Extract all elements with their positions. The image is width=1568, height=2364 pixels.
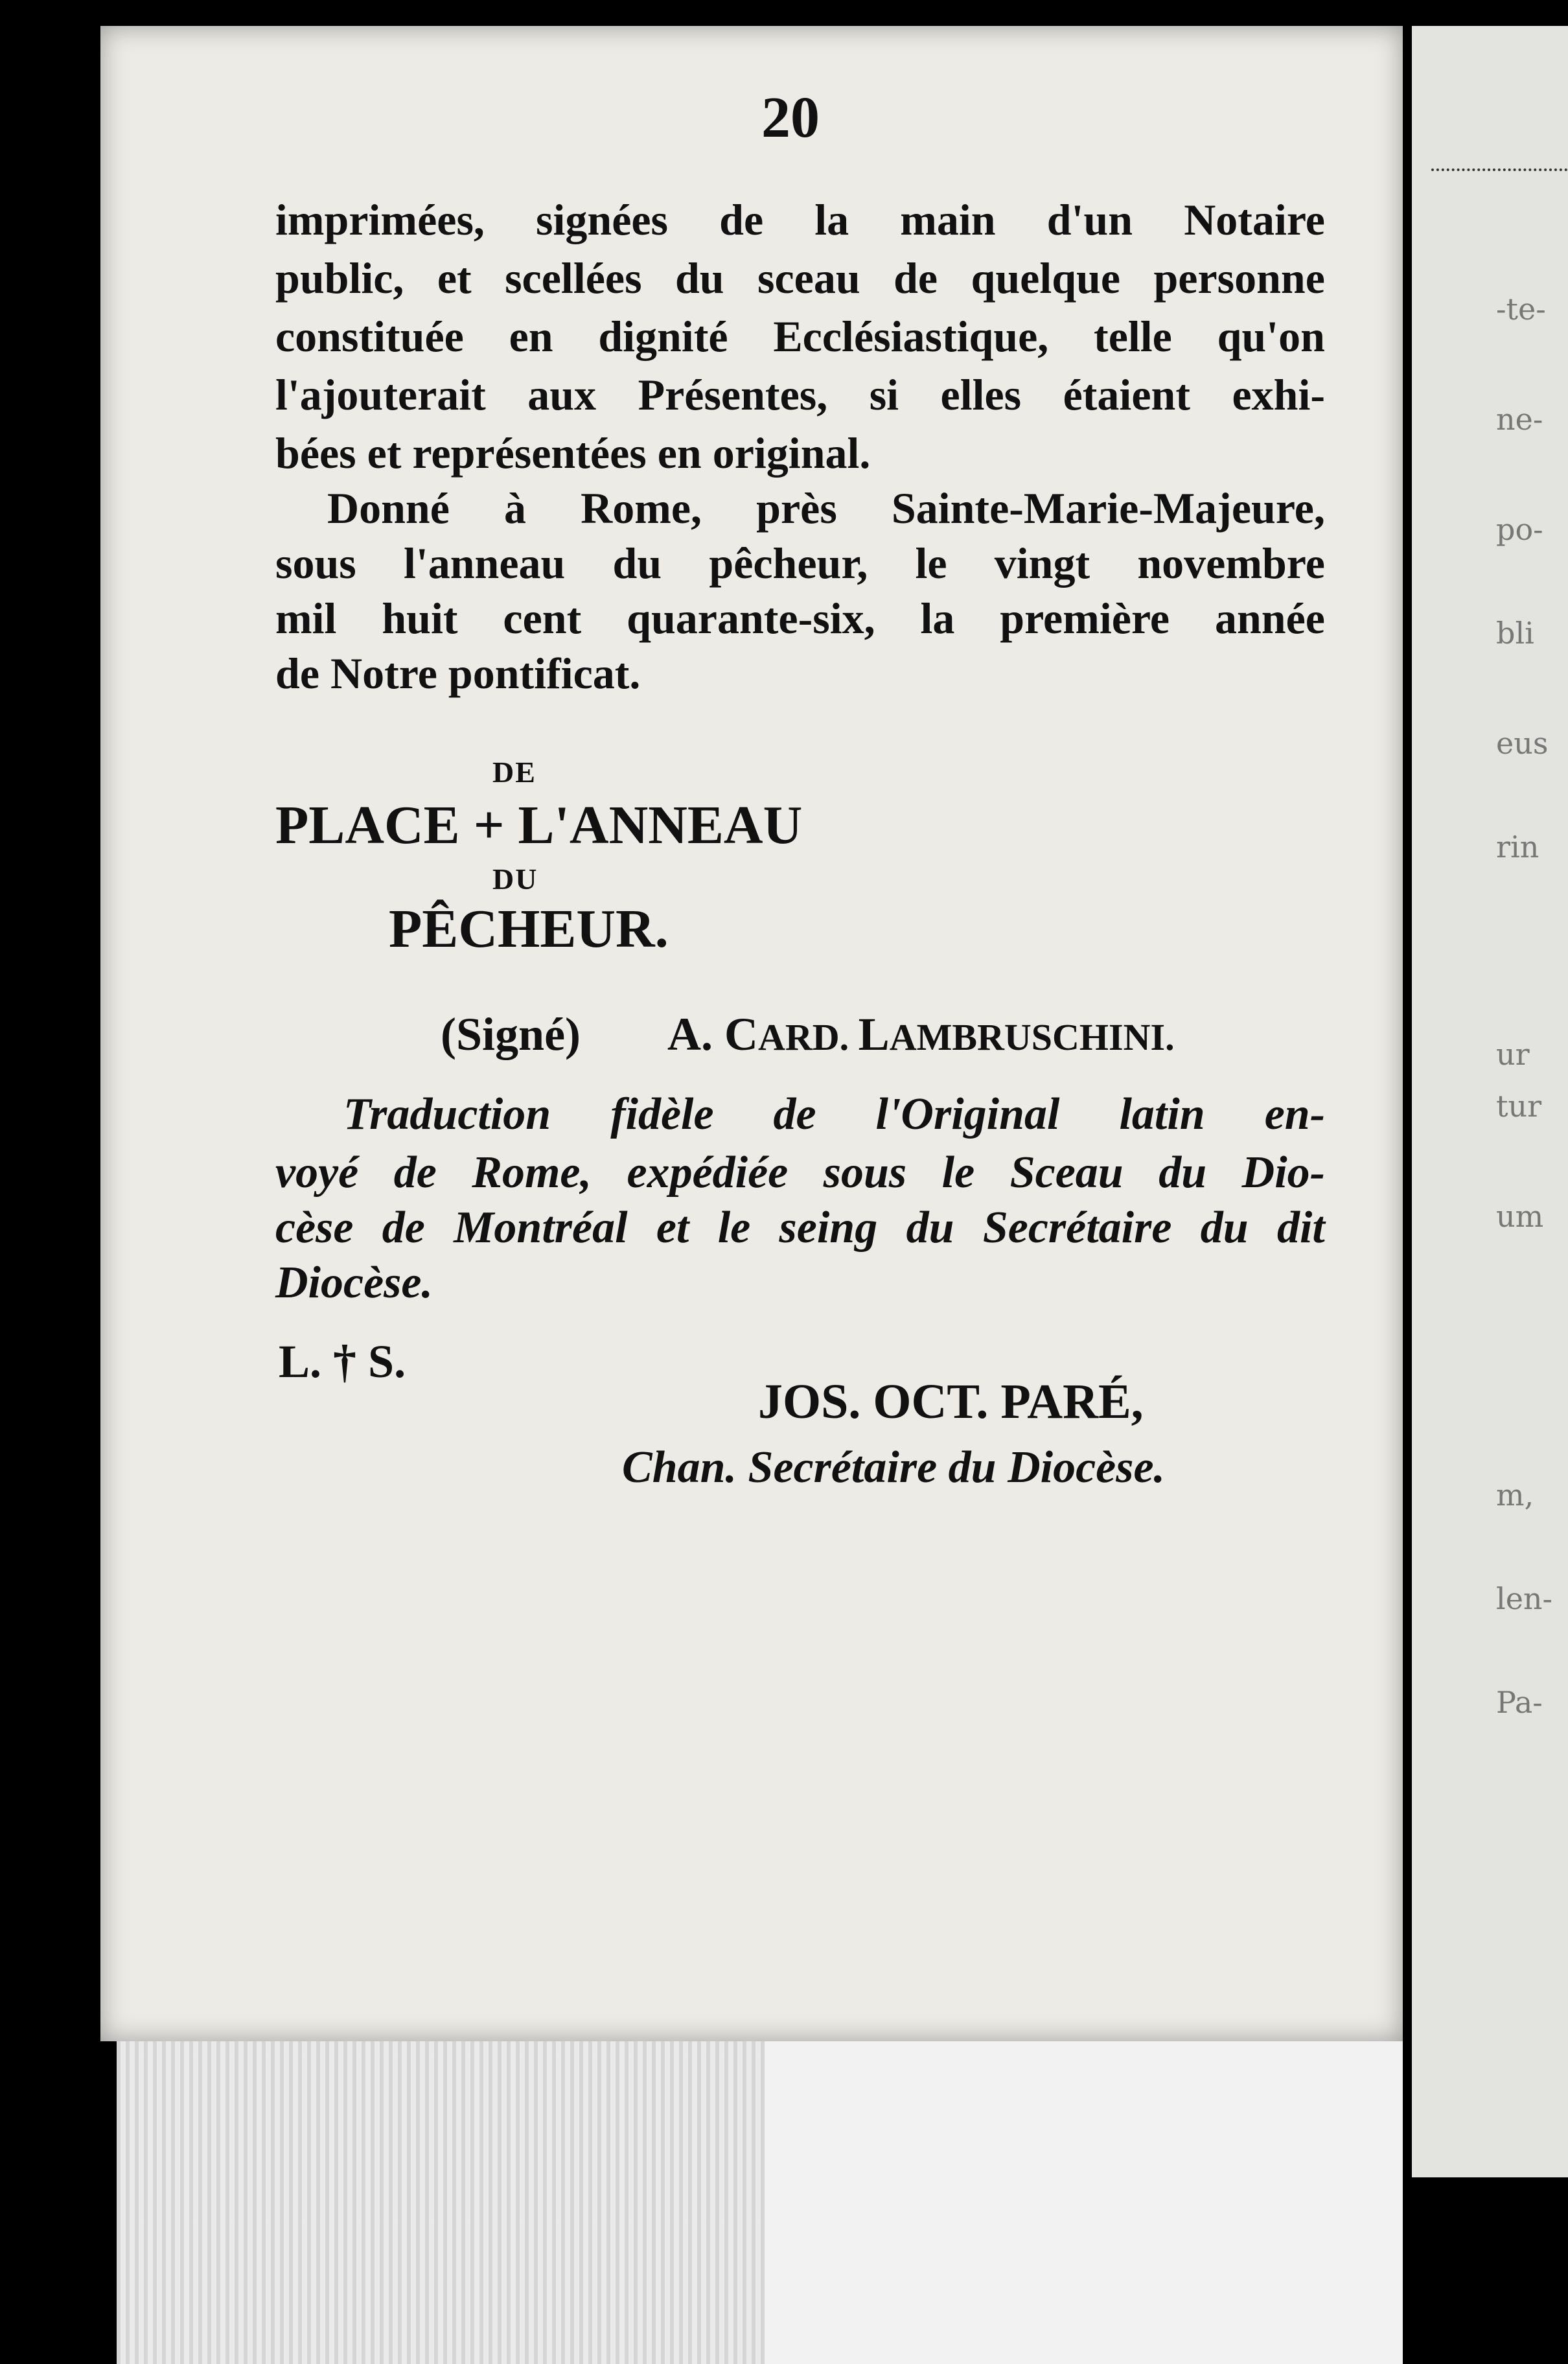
word: Sceau xyxy=(1009,1148,1124,1198)
translation-line xyxy=(275,1202,1325,1254)
word: du xyxy=(612,539,662,588)
word: étaient xyxy=(1063,370,1190,419)
word: signées xyxy=(536,195,669,244)
word: cèse xyxy=(275,1203,354,1253)
word: de xyxy=(382,1203,425,1253)
locus-sigilli: L. † S. xyxy=(279,1336,406,1387)
signature-part: L xyxy=(858,1008,890,1060)
right-page-fragment: bli xyxy=(1496,616,1534,651)
word: constituée xyxy=(275,312,464,361)
right-page-fragment: len- xyxy=(1496,1581,1553,1616)
word: latin xyxy=(1119,1089,1205,1139)
word: seing xyxy=(779,1203,878,1253)
word: et xyxy=(656,1203,689,1253)
word: Notaire xyxy=(1184,195,1325,244)
text-line xyxy=(327,483,1325,534)
word: pêcheur, xyxy=(709,539,868,588)
right-page-rule xyxy=(1431,168,1567,171)
word: main xyxy=(900,195,996,244)
text-line xyxy=(275,311,1325,362)
word: quelque xyxy=(971,253,1121,303)
word: sous xyxy=(275,539,356,588)
word: le xyxy=(915,539,947,588)
word: personne xyxy=(1153,253,1325,303)
word: elles xyxy=(940,370,1022,419)
cardinal-signature xyxy=(667,1008,1175,1061)
word: la xyxy=(920,594,955,643)
text-line xyxy=(275,194,1325,246)
word: de xyxy=(719,195,764,244)
word: de xyxy=(393,1148,437,1198)
word: du xyxy=(1159,1148,1207,1198)
word: quarante-six, xyxy=(627,594,875,643)
word: le xyxy=(717,1203,751,1253)
word: cent xyxy=(503,594,582,643)
text-line xyxy=(275,253,1325,304)
translation-line xyxy=(343,1089,1325,1141)
word: novembre xyxy=(1137,539,1325,588)
text-line xyxy=(275,369,1325,421)
word: huit xyxy=(382,594,458,643)
secretary-title: Chan. Secrétaire du Diocèse. xyxy=(622,1443,1166,1492)
word: dit xyxy=(1276,1203,1325,1253)
word: si xyxy=(869,370,899,419)
word: qu'on xyxy=(1217,312,1325,361)
word: de xyxy=(894,253,938,303)
word: imprimées, xyxy=(275,195,485,244)
word: et xyxy=(437,253,472,303)
book-gutter xyxy=(1403,0,1412,2364)
secretary-name: JOS. OCT. PARÉ, xyxy=(758,1374,1144,1429)
signature-part: A. C xyxy=(667,1008,758,1060)
word: du xyxy=(674,253,724,303)
text-line: bées et représentées en original. xyxy=(275,428,871,478)
word: Ecclésiastique, xyxy=(773,312,1049,361)
word: du xyxy=(1200,1203,1249,1253)
word: scellées xyxy=(505,253,642,303)
right-page-fragment: ne- xyxy=(1496,402,1543,437)
right-page xyxy=(1412,26,1568,2177)
signe-label: (Signé) xyxy=(441,1008,581,1060)
translation-line xyxy=(275,1147,1325,1199)
word: Donné xyxy=(327,483,450,533)
word: Présentes, xyxy=(638,370,828,419)
seal-du: DU xyxy=(492,863,538,896)
seal-line-2: PÊCHEUR. xyxy=(389,899,669,959)
right-page-fragment: m, xyxy=(1496,1478,1534,1512)
seal-de: DE xyxy=(492,756,536,789)
word: la xyxy=(814,195,849,244)
word: Sainte-Marie-Majeure, xyxy=(891,483,1325,533)
word: aux xyxy=(527,370,597,419)
word: Traduction xyxy=(343,1089,551,1139)
page-number: 20 xyxy=(761,86,820,150)
right-page-fragment: ur xyxy=(1496,1037,1530,1072)
word: vingt xyxy=(994,539,1090,588)
signature-part: AMBRUSCHINI. xyxy=(889,1016,1175,1058)
word: première xyxy=(1000,594,1170,643)
word: de xyxy=(773,1089,816,1139)
word: public, xyxy=(275,253,404,303)
word: d'un xyxy=(1046,195,1133,244)
word: Secrétaire xyxy=(982,1203,1172,1253)
page-edge-shadow xyxy=(117,2041,765,2364)
text-line xyxy=(275,538,1325,589)
word: mil xyxy=(275,594,337,643)
word: expédiée xyxy=(627,1148,789,1198)
word: voyé xyxy=(275,1148,359,1198)
word: l'anneau xyxy=(403,539,566,588)
word: telle xyxy=(1094,312,1172,361)
word: le xyxy=(941,1148,975,1198)
right-page-fragment: po- xyxy=(1496,512,1543,547)
word: dignité xyxy=(598,312,728,361)
word: à xyxy=(504,483,527,533)
word: du xyxy=(906,1203,954,1253)
translation-line: Diocèse. xyxy=(275,1258,433,1308)
word: exhi- xyxy=(1232,370,1325,419)
word: en- xyxy=(1264,1089,1325,1139)
word: année xyxy=(1214,594,1325,643)
right-page-fragment: um xyxy=(1496,1199,1544,1234)
right-page-fragment: tur xyxy=(1496,1089,1542,1124)
word: l'ajouterait xyxy=(275,370,486,419)
word: Montréal xyxy=(454,1203,628,1253)
text-line xyxy=(275,593,1325,644)
right-page-fragment: Pa- xyxy=(1496,1685,1543,1720)
signature-part: ARD. xyxy=(758,1016,859,1058)
right-page-fragment: -te- xyxy=(1496,292,1546,327)
word: Rome, xyxy=(581,483,702,533)
word: l'Original xyxy=(875,1089,1060,1139)
word: sceau xyxy=(757,253,860,303)
right-page-fragment: eus xyxy=(1496,726,1549,761)
word: sous xyxy=(823,1148,907,1198)
right-page-fragment: rin xyxy=(1496,829,1539,864)
word: près xyxy=(756,483,837,533)
word: en xyxy=(509,312,553,361)
word: fidèle xyxy=(610,1089,714,1139)
word: Dio- xyxy=(1241,1148,1325,1198)
word: Rome, xyxy=(472,1148,592,1198)
text-line: de Notre pontificat. xyxy=(275,649,641,698)
seal-line-1: PLACE + L'ANNEAU xyxy=(275,795,803,855)
